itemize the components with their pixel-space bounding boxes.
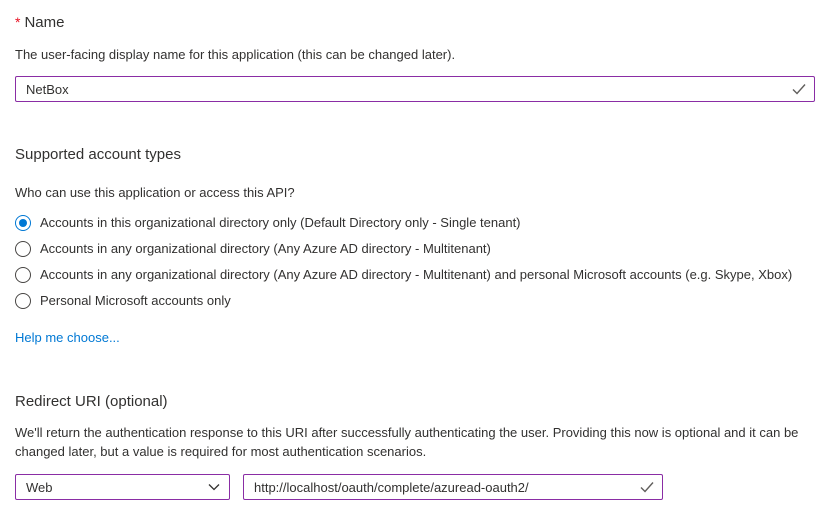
radio-option-label[interactable]: Personal Microsoft accounts only <box>40 293 231 308</box>
name-input[interactable] <box>16 77 814 101</box>
help-me-choose-link[interactable]: Help me choose... <box>15 330 120 345</box>
name-section-title <box>15 12 815 33</box>
name-input-container <box>15 76 815 102</box>
radio-option-single-tenant[interactable] <box>15 210 815 236</box>
redirect-uri-section-title: Redirect URI (optional) <box>15 393 168 410</box>
radio-option-label[interactable]: Accounts in this organizational directory only (Default Directory only - Single tenant) <box>40 215 521 230</box>
radio-option-multitenant-personal[interactable] <box>15 262 815 288</box>
platform-selected-value: Web <box>26 479 53 495</box>
radio-button[interactable] <box>15 293 31 309</box>
radio-option-label[interactable]: Accounts in any organizational directory (Any Azure AD directory - Multitenant) <box>40 241 491 256</box>
required-asterisk: * <box>15 14 21 30</box>
account-types-question: Who can use this application or access this API? <box>15 185 295 200</box>
radio-option-personal-only[interactable] <box>15 288 815 314</box>
name-title-text: Name <box>24 14 65 31</box>
radio-button[interactable] <box>15 241 31 257</box>
name-description: The user-facing display name for this application (this can be changed later). <box>15 47 456 62</box>
radio-option-multitenant[interactable] <box>15 236 815 262</box>
account-type-radio-group <box>15 210 815 314</box>
platform-select[interactable] <box>15 474 230 500</box>
chevron-down-icon <box>208 483 220 491</box>
radio-button[interactable] <box>15 215 31 231</box>
account-types-section-title: Supported account types <box>15 146 181 163</box>
redirect-uri-row <box>15 474 815 500</box>
radio-option-label[interactable]: Accounts in any organizational directory (Any Azure AD directory - Multitenant) and personal Microsoft accounts (e.g. Skype, Xbox) <box>40 267 793 282</box>
redirect-uri-description: We'll return the authentication response to this URI after successfully authenticating the user. Providing this now is optional and it can be changed later, but a value is required for most authentication scenarios. <box>15 425 799 459</box>
redirect-uri-input[interactable] <box>244 475 662 499</box>
redirect-uri-input-container <box>243 474 663 500</box>
radio-button[interactable] <box>15 267 31 283</box>
